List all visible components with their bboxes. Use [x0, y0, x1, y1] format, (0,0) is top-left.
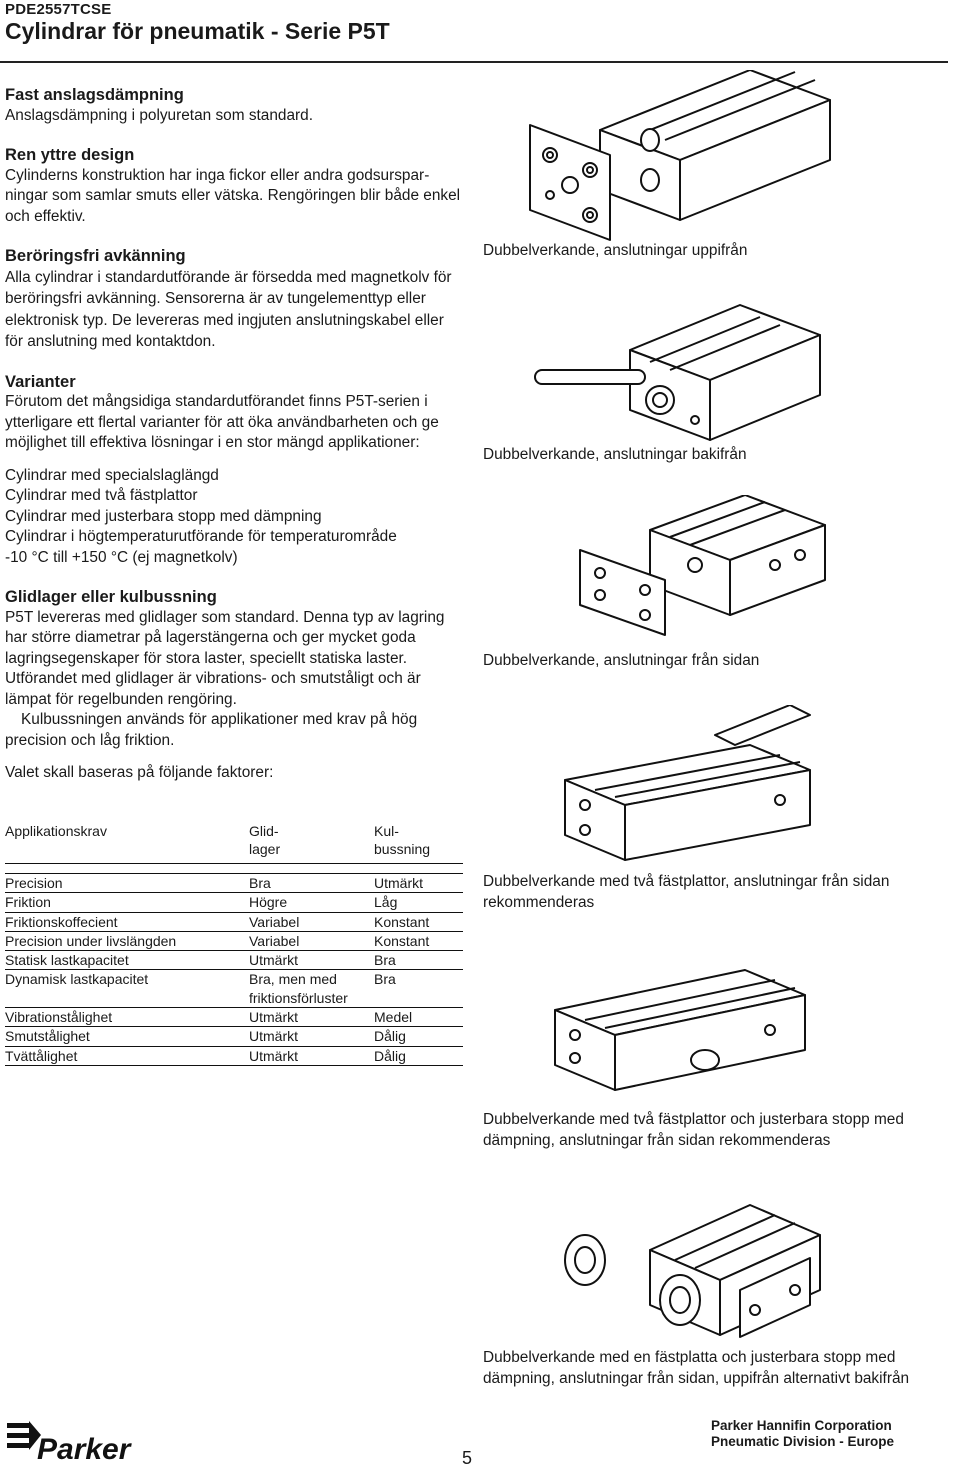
table-cell: Bra	[374, 971, 396, 988]
cylinder-two-plates-stops-drawing	[545, 940, 825, 1100]
table-row	[5, 874, 463, 893]
table-cell: Dålig	[374, 1028, 406, 1045]
cylinder-side-ports-drawing	[575, 495, 830, 640]
document-code: PDE2557TCSE	[5, 1, 112, 18]
variant-item: -10 °C till +150 °C (ej magnetkolv)	[5, 548, 238, 566]
table-cell: Smutstålighet	[5, 1028, 90, 1045]
table-cell: Konstant	[374, 913, 430, 930]
company-division: Pneumatic Division - Europe	[711, 1434, 895, 1449]
variants-heading: Varianter	[5, 372, 76, 391]
figure-caption: Dubbelverkande med två fästplattor, anslutningar från sidan rekommenderas	[483, 873, 890, 911]
bearing-heading: Glidlager eller kulbussning	[5, 588, 217, 606]
figure-caption: Dubbelverkande med en fästplatta och justerbara stopp med dämpning, anslutningar från sidan, uppifrån alternativt bakifrån	[483, 1349, 910, 1387]
page-number: 5	[462, 1448, 473, 1468]
table-cell: Högre	[249, 894, 288, 911]
bearing-text: P5T levereras med glidlager som standard. Denna typ av lagring har större diametrar på lagerstängerna och ger mycket goda lagringsegenskaper för stora laster, speciellt statiska laster. Utförandet med glidlager är vibrations- och smutståligt och är lämpat för regelbunden rengöring.	[5, 608, 445, 708]
table-row	[5, 1008, 463, 1027]
variant-item: Cylindrar med justerbara stopp med dämpning	[5, 507, 322, 525]
table-cell: Vibrationstålighet	[5, 1009, 113, 1026]
table-cell: Låg	[374, 894, 398, 911]
table-cell: Dålig	[374, 1047, 406, 1064]
parker-logo	[5, 1413, 135, 1468]
left-column	[5, 85, 461, 784]
figure-caption: Dubbelverkande, anslutningar bakifrån	[483, 446, 747, 463]
page-title: Cylindrar för pneumatik - Serie P5T	[5, 18, 390, 44]
cylinder-one-plate-stops-drawing	[540, 1180, 830, 1345]
figure-caption: Dubbelverkande, anslutningar uppifrån	[483, 242, 748, 259]
table-cell: Bra, men med friktionsförluster	[249, 971, 348, 1006]
table-cell: Konstant	[374, 932, 430, 949]
table-row	[5, 1047, 463, 1066]
logo-text: Parker	[37, 1433, 131, 1466]
table-cell: Tvättålighet	[5, 1047, 78, 1064]
figure-caption: Dubbelverkande med två fästplattor och justerbara stopp med dämpning, anslutningar från sidan rekommenderas	[483, 1111, 904, 1149]
table-header-row	[5, 822, 463, 864]
damping-text: Anslagsdämpning i polyuretan som standard.	[5, 106, 313, 124]
table-cell: Bra	[374, 952, 396, 969]
sensing-heading: Beröringsfri avkänning	[5, 247, 186, 265]
company-name: Parker Hannifin Corporation	[711, 1418, 892, 1433]
table-row	[5, 970, 463, 1008]
table-row	[5, 932, 463, 951]
variant-item: Cylindrar i högtemperaturutförande för temperaturområde	[5, 528, 397, 545]
design-heading: Ren yttre design	[5, 146, 135, 164]
table-cell: Precision	[5, 875, 63, 891]
sensing-text: Alla cylindrar i standardutförande är försedda med magnetkolv för beröringsfri avkänning. Sensorerna är av tungelementtyp eller elektronisk typ. De levereras med ingjuten anslutningskabel eller för anslutning med kontaktdon.	[5, 268, 452, 350]
table-cell: Variabel	[249, 913, 300, 930]
cylinder-rear-ports-drawing	[520, 300, 830, 450]
table-cell: Utmärkt	[249, 1028, 298, 1045]
variants-text: Förutom det mångsidiga standardutförandet finns P5T-serien i ytterligare ett flertal varianter för att öka användbarheten och ge möjlighet till effektiva lösningar i en stor mängd applikationer:	[5, 393, 439, 451]
variant-item: Cylindrar med två fästplattor	[5, 487, 198, 504]
table-intro: Valet skall baseras på följande faktorer:	[5, 764, 274, 781]
table-cell: Statisk lastkapacitet	[5, 952, 129, 969]
bearing-text-2: Kulbussningen används för applikationer med krav på hög precision och låg friktion.	[5, 711, 418, 749]
title-divider	[0, 61, 948, 63]
table-cell: Utmärkt	[374, 875, 423, 891]
table-row	[5, 913, 463, 932]
table-cell: Medel	[374, 1009, 413, 1026]
table-cell: Variabel	[249, 932, 300, 949]
table-header: Kul- bussning	[374, 823, 431, 858]
figure-caption: Dubbelverkande, anslutningar från sidan	[483, 652, 760, 669]
damping-heading: Fast anslagsdämpning	[5, 86, 184, 104]
table-header: Glid- lager	[249, 823, 281, 858]
table-cell: Bra	[249, 875, 271, 891]
table-cell: Friktionskoffecient	[5, 913, 118, 930]
table-row	[5, 893, 463, 912]
table-cell: Utmärkt	[249, 952, 298, 969]
table-row	[5, 1027, 463, 1046]
table-header: Applikationskrav	[5, 823, 107, 839]
table-cell: Precision under livslängden	[5, 932, 177, 949]
table-cell: Utmärkt	[249, 1009, 298, 1026]
design-text: Cylinderns konstruktion har inga fickor eller andra godsursparningar som samlar smuts eller vätska. Rengöringen blir både enkel och effektiv.	[5, 166, 461, 225]
table-cell: Dynamisk lastkapacitet	[5, 971, 149, 988]
table-cell: Friktion	[5, 894, 51, 911]
factors-table	[5, 822, 463, 1066]
variant-item: Cylindrar med specialslaglängd	[5, 466, 219, 484]
cylinder-top-ports-drawing	[525, 70, 835, 245]
cylinder-two-plates-drawing	[555, 705, 820, 865]
company-info	[711, 1418, 894, 1450]
table-cell: Utmärkt	[249, 1047, 298, 1064]
table-row	[5, 951, 463, 970]
